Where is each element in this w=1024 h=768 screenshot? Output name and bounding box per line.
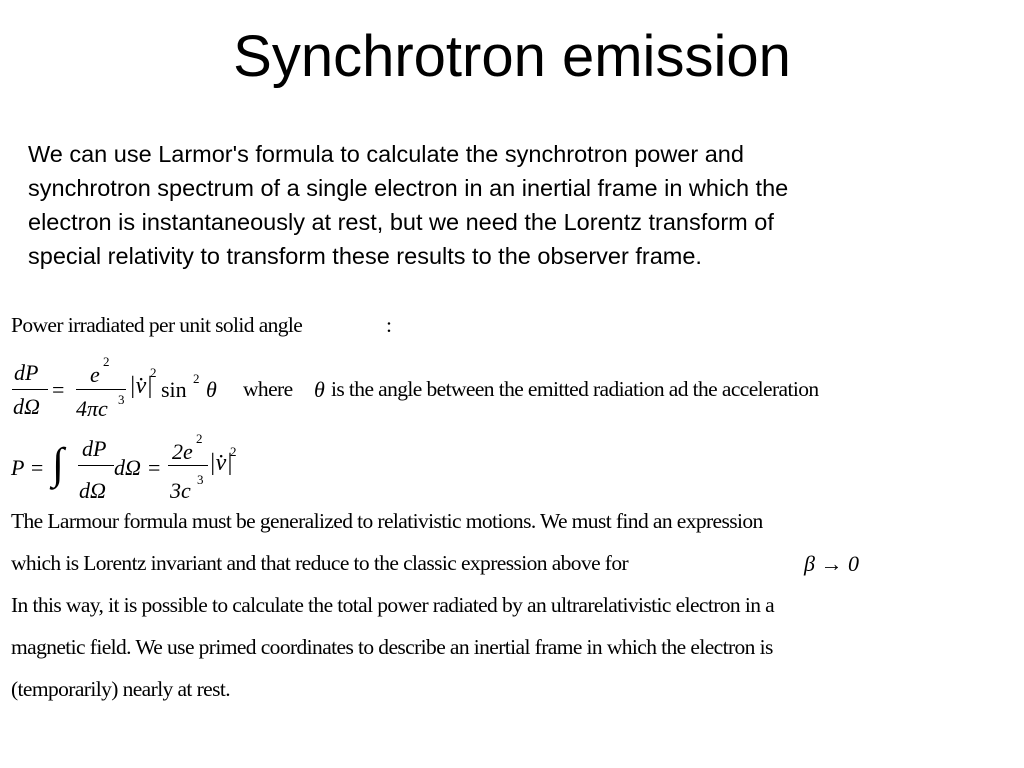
power-label-colon: :: [386, 313, 392, 337]
body-line: (temporarily) nearly at rest.: [11, 677, 230, 701]
eq1-fraction-bar: [12, 389, 48, 390]
eq2-denominator: dΩ: [79, 478, 106, 503]
eq1-frac-numerator-exponent: 2: [103, 354, 110, 369]
eq1-equals: =: [52, 377, 65, 402]
beta-limit: β → 0: [804, 551, 859, 576]
eq1-description: is the angle between the emitted radiation ad the acceleration: [331, 377, 819, 401]
eq1-where: where: [243, 377, 293, 401]
body-line: The Larmour formula must be generalized to relativistic motions. We must find an expression: [11, 509, 763, 533]
eq2-numerator: dP: [82, 436, 107, 461]
body-line: magnetic field. We use primed coordinates to describe an inertial frame in which the electron is: [11, 635, 773, 659]
eq2-equals: =: [148, 455, 161, 480]
eq1-where-theta: θ: [314, 377, 325, 402]
eq2-integral-sign: ∫: [52, 439, 65, 488]
power-label: Power irradiated per unit solid angle: [11, 313, 303, 337]
eq1-sin: sin: [161, 377, 187, 402]
intro-line: We can use Larmor's formula to calculate the synchrotron power and: [28, 141, 744, 167]
eq1-frac-denominator-exponent: 3: [118, 392, 125, 407]
intro-line: electron is instantaneously at rest, but we need the Lorentz transform of: [28, 209, 774, 235]
eq2-frac-numerator-exponent: 2: [196, 431, 203, 446]
eq2-abs-acceleration: |v̇|: [209, 450, 233, 476]
eq2-frac-denominator: 3c: [170, 478, 191, 503]
eq2-frac-denominator-exponent: 3: [197, 472, 204, 487]
eq2-abs-exponent: 2: [230, 444, 237, 459]
eq1-frac-bar: [76, 389, 126, 390]
slide-title: Synchrotron emission: [233, 24, 791, 89]
eq1-theta: θ: [206, 377, 217, 402]
body-line: which is Lorentz invariant and that reduce to the classic expression above for: [11, 551, 629, 575]
eq1-frac-numerator: e: [90, 362, 100, 387]
eq1-abs-exponent: 2: [150, 365, 157, 380]
eq2-frac-bar: [168, 465, 208, 466]
eq1-abs-acceleration: |v̇|: [129, 373, 153, 399]
body-line: In this way, it is possible to calculate the total power radiated by an ultrarelativistic electron in a: [11, 593, 775, 617]
eq2-dOmega: dΩ: [114, 455, 141, 480]
eq2-frac-numerator: 2e: [172, 439, 193, 464]
eq1-sin-exponent: 2: [193, 371, 200, 386]
intro-line: synchrotron spectrum of a single electron in an inertial frame in which the: [28, 175, 789, 201]
eq1-frac-denominator: 4πc: [76, 396, 108, 421]
eq2-fraction-bar: [78, 465, 114, 466]
intro-paragraph: [28, 137, 1008, 273]
eq2-lhs: P =: [11, 455, 45, 480]
intro-line: special relativity to transform these results to the observer frame.: [28, 243, 702, 269]
eq1-denominator: dΩ: [13, 394, 40, 419]
eq1-numerator: dP: [14, 360, 39, 385]
